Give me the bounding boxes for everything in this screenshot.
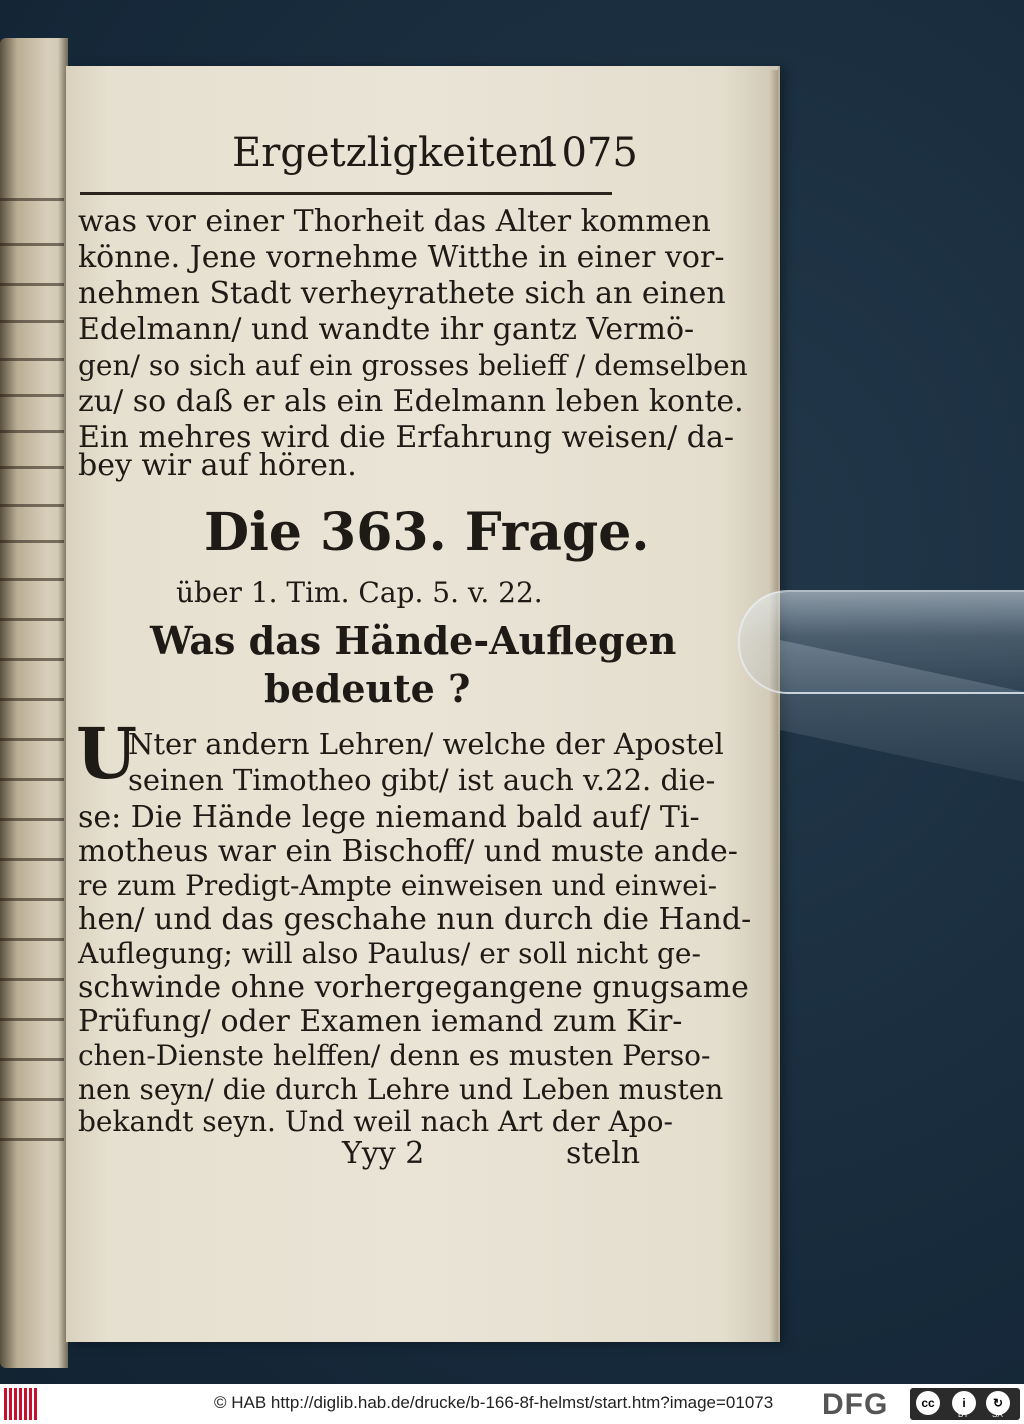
text-line: Auflegung; will also Paulus/ er soll nicht ge- bbox=[78, 937, 701, 970]
header-rule bbox=[80, 192, 612, 195]
text-line: könne. Jene vornehme Witthe in einer vor- bbox=[78, 240, 725, 275]
text-line: re zum Predigt-Ampte einweisen und einwei- bbox=[78, 869, 718, 902]
drop-cap: U bbox=[76, 712, 138, 795]
text-line: chen-Dienste helffen/ denn es musten Perso- bbox=[78, 1039, 711, 1072]
text-line: Prüfung/ oder Examen iemand zum Kir- bbox=[78, 1004, 683, 1039]
page-edge bbox=[770, 70, 778, 1342]
dfg-logo: DFG bbox=[822, 1388, 889, 1421]
text-line: Ein mehres wird die Erfahrung weisen/ da- bbox=[78, 420, 734, 455]
text-line: se: Die Hände lege niemand bald auf/ Ti- bbox=[78, 800, 700, 835]
footer-credit-link[interactable]: © HAB http://diglib.hab.de/drucke/b-166-8f-helmst/start.htm?image=01073 bbox=[214, 1393, 774, 1412]
question-title-line-2: bedeute ? bbox=[264, 666, 471, 711]
signature-mark: Yyy 2 bbox=[342, 1136, 425, 1171]
text-line: schwinde ohne vorhergegangene gnugsame bbox=[78, 970, 749, 1005]
question-reference: über 1. Tim. Cap. 5. v. 22. bbox=[176, 576, 543, 609]
text-line: was vor einer Thorheit das Alter kommen bbox=[78, 204, 711, 239]
catchword: steln bbox=[566, 1136, 641, 1171]
cc-license-badge[interactable] bbox=[910, 1388, 1020, 1420]
running-title: Ergetzligkeiten. bbox=[232, 130, 557, 176]
text-line: gen/ so sich auf ein grosses belieff / demselben bbox=[78, 349, 748, 382]
cc-icon: cc bbox=[916, 1391, 940, 1415]
question-heading: Die 363. Frage. bbox=[204, 502, 650, 563]
question-title-line-1: Was das Hände-Auflegen bbox=[150, 618, 677, 663]
by-icon: i bbox=[952, 1391, 976, 1415]
license-by-label: BY bbox=[958, 1410, 969, 1419]
sa-icon: ↻ bbox=[986, 1391, 1010, 1415]
text-line: Nter andern Lehren/ welche der Apostel bbox=[128, 727, 724, 761]
text-line: zu/ so daß er als ein Edelmann leben konte. bbox=[78, 384, 744, 419]
hab-logo bbox=[4, 1388, 38, 1420]
text-line: nehmen Stadt verheyrathete sich an einen bbox=[78, 276, 726, 311]
text-line: nen seyn/ die durch Lehre und Leben musten bbox=[78, 1073, 724, 1106]
text-line: hen/ und das geschahe nun durch die Hand- bbox=[78, 902, 752, 937]
text-line: seinen Timotheo gibt/ ist auch v.22. die- bbox=[128, 763, 716, 797]
text-line: bekandt seyn. Und weil nach Art der Apo- bbox=[78, 1105, 673, 1138]
text-line: motheus war ein Bischoff/ und muste ande- bbox=[78, 834, 738, 869]
page-number: 1075 bbox=[536, 130, 638, 176]
text-line: bey wir auf hören. bbox=[78, 448, 357, 483]
license-sa-label: SA bbox=[992, 1410, 1003, 1419]
adjacent-page-left bbox=[0, 38, 68, 1368]
text-line: Edelmann/ und wandte ihr gantz Vermö- bbox=[78, 312, 695, 347]
